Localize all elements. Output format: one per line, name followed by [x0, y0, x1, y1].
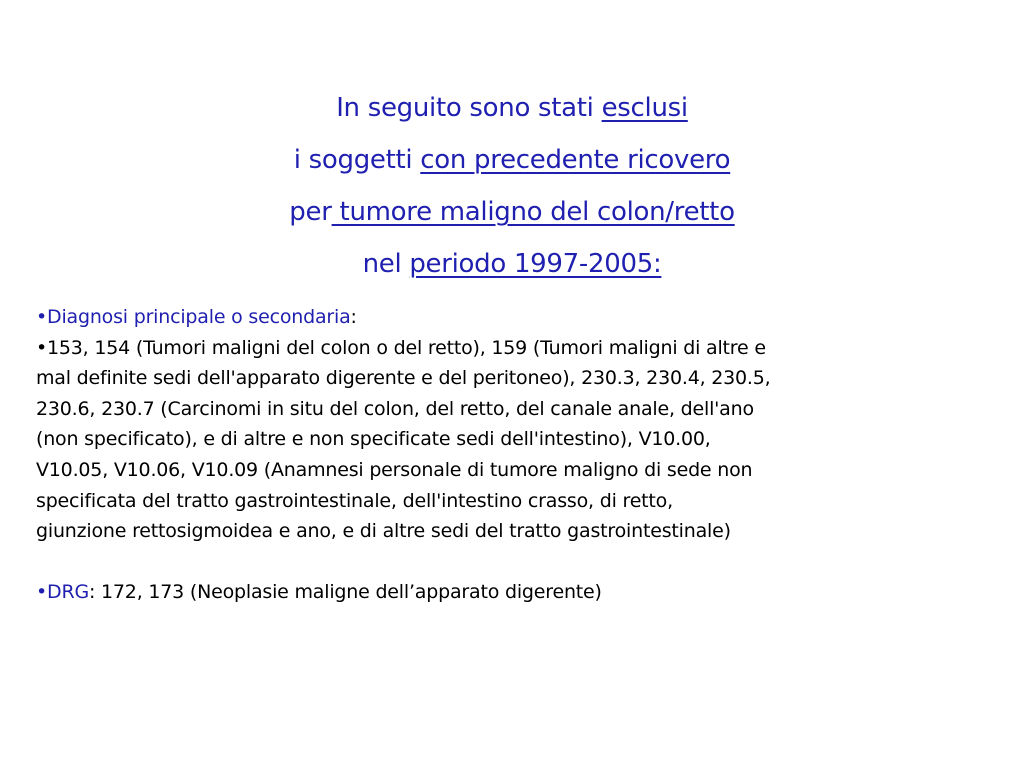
heading-line-1 [0, 82, 1024, 134]
slide-heading [0, 82, 1024, 290]
bullet-drg: • [36, 581, 48, 604]
heading-line-3-text: per [289, 197, 332, 227]
heading-line-2-text: i soggetti [293, 145, 421, 175]
slide-body [36, 302, 996, 608]
drg-paragraph [36, 577, 996, 608]
diagnosi-label: Diagnosi principale o secondaria [47, 306, 351, 328]
codes-line: giunzione rettosigmoidea e ano, e di altre sedi del tratto gastrointestinale) [36, 520, 731, 543]
bullet-diagnosi: • [36, 306, 48, 328]
codes-line: •153, 154 (Tumori maligni del colon o del retto), 159 (Tumori maligni di altre e [36, 336, 766, 359]
codes-line: specificata del tratto gastrointestinale, dell'intestino crasso, di retto, [36, 489, 673, 512]
heading-line-3-underlined: tumore maligno del colon/retto [331, 197, 735, 227]
heading-line-4-underlined: periodo 1997-2005: [409, 249, 662, 279]
heading-line-4 [0, 238, 1024, 290]
heading-line-2-underlined: con precedente ricovero [420, 145, 731, 175]
drg-line [36, 577, 996, 608]
codes-line: 230.6, 230.7 (Carcinomi in situ del colon, del retto, del canale anale, dell'ano [36, 397, 754, 420]
codes-line: mal definite sedi dell'apparato digerente e del peritoneo), 230.3, 230.4, 230.5, [36, 367, 771, 390]
paragraph-spacer [36, 547, 996, 578]
codes-line: (non specificato), e di altre e non specificate sedi dell'intestino), V10.00, [36, 428, 711, 451]
heading-line-4-text: nel [362, 249, 410, 279]
heading-line-3 [0, 186, 1024, 238]
drg-label: DRG [47, 581, 89, 604]
heading-line-2 [0, 134, 1024, 186]
diagnosi-heading-line [36, 302, 996, 333]
diagnosi-colon: : [350, 306, 357, 328]
drg-text: : 172, 173 (Neoplasie maligne dell’apparato digerente) [88, 581, 602, 604]
heading-line-1-underlined: esclusi [601, 93, 688, 123]
codes-line: V10.05, V10.06, V10.09 (Anamnesi personale di tumore maligno di sede non [36, 458, 753, 481]
heading-line-1-text: In seguito sono stati [336, 93, 602, 123]
diagnosi-paragraph [36, 302, 996, 547]
